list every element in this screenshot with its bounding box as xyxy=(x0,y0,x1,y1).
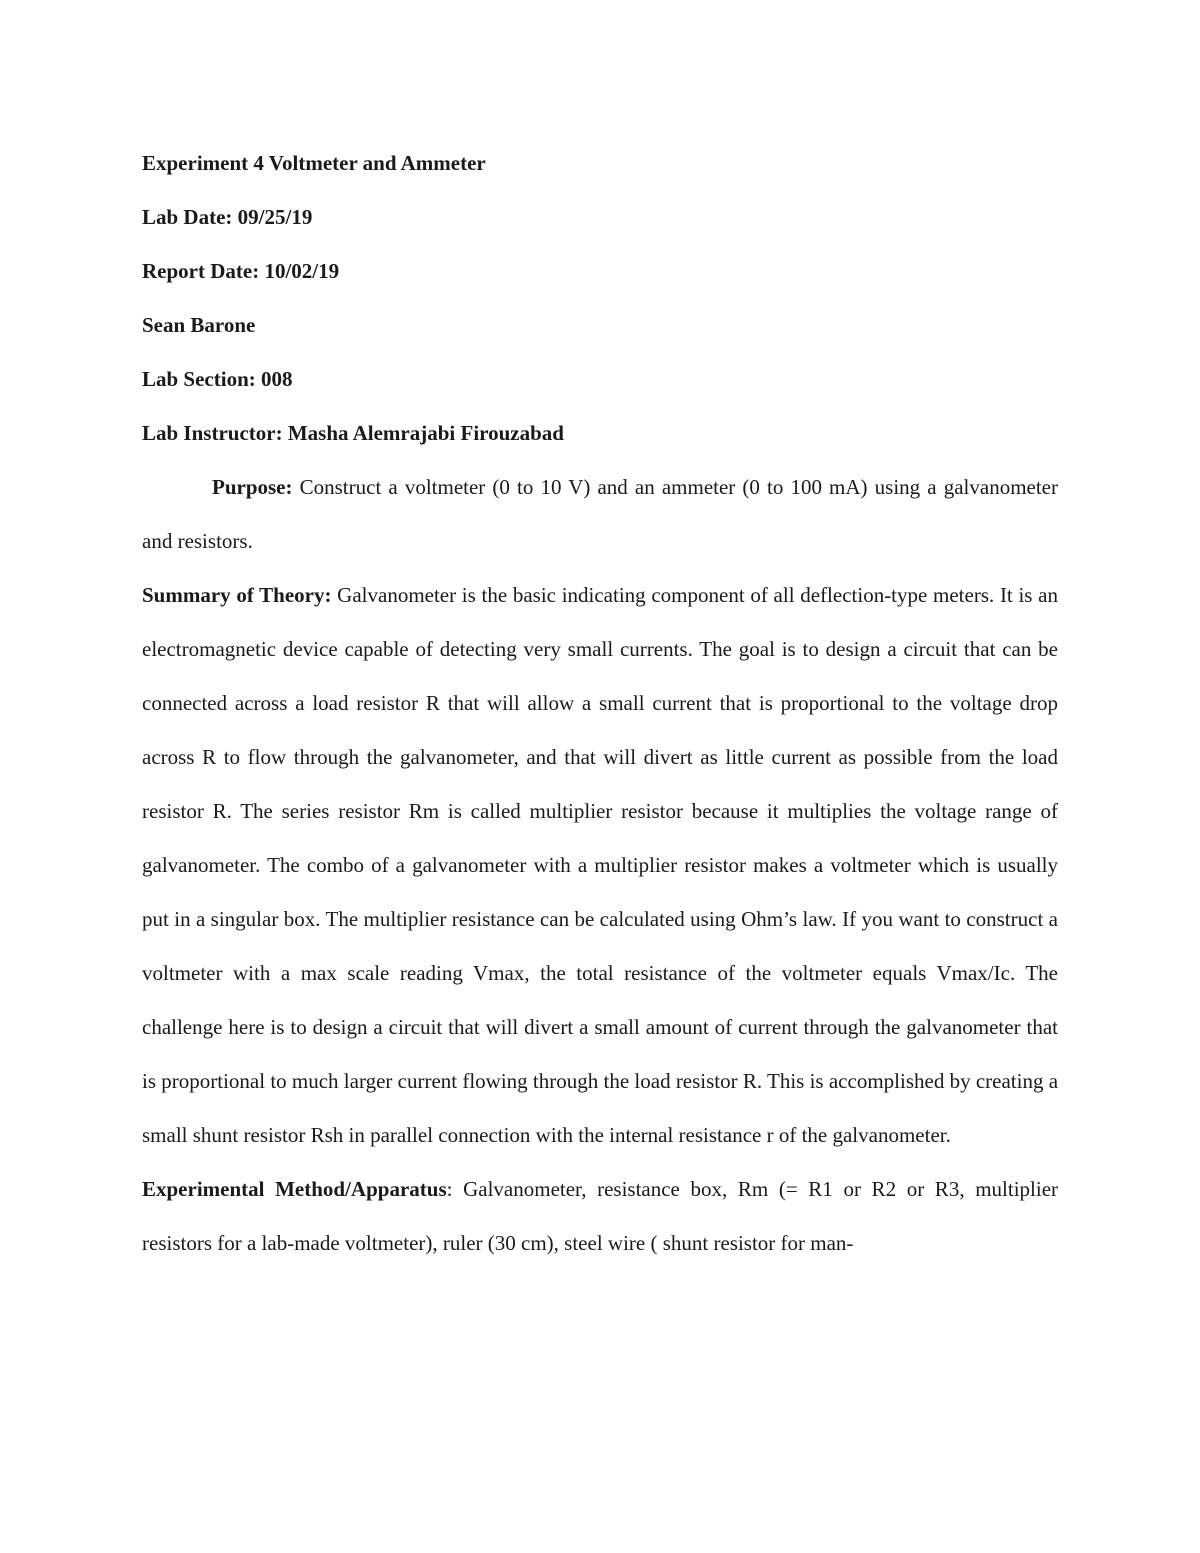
lab-section: Lab Section: 008 xyxy=(142,367,293,391)
purpose-text: Construct a voltmeter (0 to 10 V) and an ammeter (0 to 100 mA) using a galvanometer and resistors. xyxy=(142,475,1058,553)
method-paragraph xyxy=(142,1162,1058,1270)
theory-label: Summary of Theory: xyxy=(142,583,332,607)
theory-text: Galvanometer is the basic indicating component of all deflection-type meters. It is an electromagnetic device capable of detecting very small currents. The goal is to design a circuit that can be connected across a load resistor R that will allow a small current that is proportional to the voltage drop across R to flow through the galvanometer, and that will divert as little current as possible from the load resistor R. The series resistor Rm is called multiplier resistor because it multiplies the voltage range of galvanometer. The combo of a galvanometer with a multiplier resistor makes a voltmeter which is usually put in a singular box. The multiplier resistance can be calculated using Ohm’s law. If you want to construct a voltmeter with a max scale reading Vmax, the total resistance of the voltmeter equals Vmax/Ic. The challenge here is to design a circuit that will divert a small amount of current through the galvanometer that is proportional to much larger current flowing through the load resistor R. This is accomplished by creating a small shunt resistor Rsh in parallel connection with the internal resistance r of the galvanometer. xyxy=(142,583,1059,1147)
lab-date: Lab Date: 09/25/19 xyxy=(142,205,313,229)
lab-instructor: Lab Instructor: Masha Alemrajabi Firouzabad xyxy=(142,421,564,445)
purpose-paragraph xyxy=(142,460,1058,568)
theory-paragraph xyxy=(142,568,1058,1162)
method-label: Experimental Method/Apparatus xyxy=(142,1177,447,1201)
report-date: Report Date: 10/02/19 xyxy=(142,259,340,283)
purpose-label: Purpose: xyxy=(212,475,293,499)
document-body xyxy=(142,136,1058,1270)
document-title: Experiment 4 Voltmeter and Ammeter xyxy=(142,151,486,175)
method-text: : Galvanometer, resistance box, Rm (= R1 or R2 or R3, multiplier resistors for a lab-made voltmeter), ruler (30 cm), steel wire ( shunt resistor for man- xyxy=(142,1177,1059,1255)
author-name: Sean Barone xyxy=(142,313,256,337)
